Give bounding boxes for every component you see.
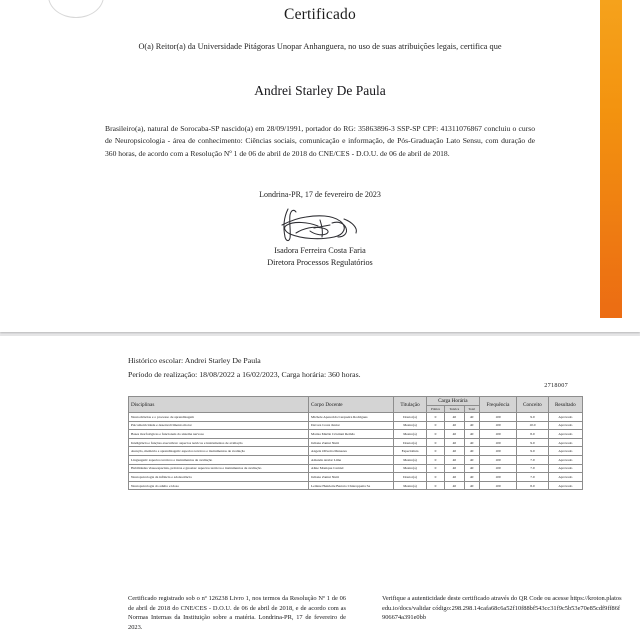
cell-teorica: 40 xyxy=(445,481,464,490)
certificate-preamble: O(a) Reitor(a) da Universidade Pitágoras Unopar Anhanguera, no uso de suas atribuições legais, certifica que xyxy=(138,42,502,51)
cell-docente: Marisa Martin Cristiani Remão xyxy=(309,430,394,439)
cell-disciplina: Neuropsicologia do adulto e idoso xyxy=(129,481,309,490)
cell-disciplina: Psicomotricidade e desenvolvimento motor xyxy=(129,421,309,430)
cell-total: 40 xyxy=(464,481,479,490)
cell-titulacao: Doutor(a) xyxy=(394,473,426,482)
student-name: Andrei Starley De Paula xyxy=(254,83,386,98)
authenticity-note: Verifique a autenticidade deste certificado através do QR Code ou acesse https://kroton.platosedu.io/docs/validar código:298.298.14cafa68c6a52f10f88bf543cc31f9c5b53e70e85cdf9ff86f906674a391e0bb xyxy=(382,595,622,622)
table-row xyxy=(129,421,583,430)
cell-conceito: 10.0 xyxy=(517,421,549,430)
transcript-period-line: Período de realização: 18/08/2022 a 16/02/2023, Carga horária: 360 horas. xyxy=(128,369,361,379)
cell-total: 40 xyxy=(464,473,479,482)
grades-table-body xyxy=(129,413,583,490)
cell-disciplina: Linguagem: aspectos teóricos e instrumentos de avaliação xyxy=(129,455,309,464)
cell-docente: Michele Aparecida Cerqueira Rodrigues xyxy=(309,413,394,422)
cell-frequencia: 100 xyxy=(479,481,516,490)
grades-table-head xyxy=(129,397,583,413)
cell-resultado: Aprovado xyxy=(548,430,582,439)
col-titulacao: Titulação xyxy=(394,397,426,413)
col-frequencia: Frequência xyxy=(479,397,516,413)
cell-pratica: 0 xyxy=(426,481,444,490)
cell-total: 40 xyxy=(464,421,479,430)
cell-total: 40 xyxy=(464,447,479,456)
cell-titulacao: Doutor(a) xyxy=(394,438,426,447)
cell-resultado: Aprovado xyxy=(548,438,582,447)
cell-frequencia: 100 xyxy=(479,438,516,447)
table-row xyxy=(129,473,583,482)
table-row xyxy=(129,481,583,490)
grades-table-header-row xyxy=(129,397,583,406)
transcript-student-line: Histórico escolar: Andrei Starley De Paula xyxy=(128,356,261,365)
transcript-heading xyxy=(128,354,640,381)
cell-titulacao: Mestre(a) xyxy=(394,430,426,439)
table-row xyxy=(129,413,583,422)
cell-frequencia: 100 xyxy=(479,464,516,473)
cell-titulacao: Mestre(a) xyxy=(394,455,426,464)
cell-pratica: 0 xyxy=(426,473,444,482)
table-row xyxy=(129,430,583,439)
cell-resultado: Aprovado xyxy=(548,464,582,473)
cell-resultado: Aprovado xyxy=(548,421,582,430)
cell-disciplina: Inteligência e funções executivas: aspectos teóricos e instrumentos de avaliação xyxy=(129,438,309,447)
cell-titulacao: Especialista xyxy=(394,447,426,456)
cell-disciplina: Neurociências e o processo de aprendizagem xyxy=(129,413,309,422)
cell-total: 40 xyxy=(464,438,479,447)
cell-total: 40 xyxy=(464,413,479,422)
cell-teorica: 40 xyxy=(445,464,464,473)
cell-conceito: 9.0 xyxy=(517,413,549,422)
cell-titulacao: Doutor(a) xyxy=(394,413,426,422)
accent-bar xyxy=(600,0,622,318)
signature-image xyxy=(0,201,640,245)
cell-pratica: 0 xyxy=(426,430,444,439)
cell-disciplina: Atenção, memória e aprendizagem: aspectos teóricos e instrumentos de avaliação xyxy=(129,447,309,456)
cell-pratica: 0 xyxy=(426,447,444,456)
cell-resultado: Aprovado xyxy=(548,473,582,482)
col-total: Total xyxy=(464,406,479,413)
cell-pratica: 0 xyxy=(426,413,444,422)
cell-resultado: Aprovado xyxy=(548,413,582,422)
col-teorica: Teórica xyxy=(445,406,464,413)
cell-teorica: 40 xyxy=(445,421,464,430)
signatory-name: Isadora Ferreira Costa Faria xyxy=(274,245,366,255)
cell-conceito: 7.0 xyxy=(517,455,549,464)
cell-frequencia: 100 xyxy=(479,447,516,456)
place-and-date: Londrina-PR, 17 de fevereiro de 2023 xyxy=(259,189,381,199)
cell-resultado: Aprovado xyxy=(548,455,582,464)
col-carga-horaria: Carga Horária xyxy=(426,397,479,406)
cell-conceito: 9.0 xyxy=(517,447,549,456)
cell-conceito: 8.0 xyxy=(517,481,549,490)
col-disciplinas: Disciplinas xyxy=(129,397,309,413)
cell-docente: Juliana Zantut Nutti xyxy=(309,473,394,482)
col-pratica: Prática xyxy=(426,406,444,413)
cell-disciplina: Habilidades visuoespaciais, práxicas e gnosias: aspectos teóricos e instrumentos de avaliação xyxy=(129,464,309,473)
cell-docente: Juliana Zantut Nutti xyxy=(309,438,394,447)
certificate-title: Certificado xyxy=(284,6,356,23)
cell-resultado: Aprovado xyxy=(548,481,582,490)
cell-teorica: 40 xyxy=(445,430,464,439)
col-conceito: Conceito xyxy=(517,397,549,413)
cell-teorica: 40 xyxy=(445,413,464,422)
cell-titulacao: Mestre(a) xyxy=(394,464,426,473)
cell-frequencia: 100 xyxy=(479,455,516,464)
cell-pratica: 0 xyxy=(426,455,444,464)
grades-table xyxy=(128,396,583,490)
cell-docente: Leilane Henriette Barreto Chiaroppetta Sa xyxy=(309,481,394,490)
cell-docente: Aline Monique Carniel xyxy=(309,464,394,473)
cell-conceito: 7.0 xyxy=(517,473,549,482)
col-resultado: Resultado xyxy=(548,397,582,413)
cell-total: 40 xyxy=(464,455,479,464)
cell-docente: Amanda Avelar Lima xyxy=(309,455,394,464)
cell-frequencia: 100 xyxy=(479,473,516,482)
cell-teorica: 40 xyxy=(445,455,464,464)
document-number: 2718007 xyxy=(544,382,568,389)
cell-docente: Angela Oliveira Menezes xyxy=(309,447,394,456)
cell-teorica: 40 xyxy=(445,473,464,482)
cell-titulacao: Mestre(a) xyxy=(394,481,426,490)
cell-pratica: 0 xyxy=(426,421,444,430)
table-row xyxy=(129,438,583,447)
cell-docente: Devora Costa Junior xyxy=(309,421,394,430)
cell-teorica: 40 xyxy=(445,438,464,447)
certificate-body-text: Brasileiro(a), natural de Sorocaba-SP nascido(a) em 28/09/1991, portador do RG: 35863896-3 SSP-SP CPF: 41311076867 concluiu o curso de Neuropsicologia - área de conhecimento: Ciências sociais, comunicação e informação, de Pós-Graduação Lato Sensu, com duração de 360 horas, de acordo com a Resolução Nº 1 de 06 de abril de 2018 do CNE/CES - D.O.U. de 06 de abril de 2018. xyxy=(105,124,535,158)
cell-total: 40 xyxy=(464,430,479,439)
cell-total: 40 xyxy=(464,464,479,473)
registration-note: Certificado registrado sob o nº 126238 Livro 1, nos termos da Resolução Nº 1 de 06 de abril de 2018 do CNE/CES - D.O.U. de 06 de abril de 2018, e de acordo com as Normas Internas da Instituição sobre a matéria. Londrina-PR, 17 de fevereiro de 2023. xyxy=(128,595,346,632)
transcript-page xyxy=(0,336,640,640)
cell-conceito: 8.0 xyxy=(517,430,549,439)
table-row xyxy=(129,455,583,464)
table-row xyxy=(129,464,583,473)
table-row xyxy=(129,447,583,456)
cell-conceito: 9.0 xyxy=(517,438,549,447)
cell-frequencia: 100 xyxy=(479,421,516,430)
cell-resultado: Aprovado xyxy=(548,447,582,456)
cell-conceito: 7.0 xyxy=(517,464,549,473)
cell-disciplina: Neuropsicologia da infância e adolescência xyxy=(129,473,309,482)
signatory-role: Diretora Processos Regulatórios xyxy=(267,257,373,267)
cell-pratica: 0 xyxy=(426,438,444,447)
col-corpo-docente: Corpo Docente xyxy=(309,397,394,413)
cell-frequencia: 100 xyxy=(479,430,516,439)
cell-pratica: 0 xyxy=(426,464,444,473)
cell-disciplina: Bases morfológicas e funcionais do sistema nervoso xyxy=(129,430,309,439)
cell-titulacao: Mestre(a) xyxy=(394,421,426,430)
cell-teorica: 40 xyxy=(445,447,464,456)
cell-frequencia: 100 xyxy=(479,413,516,422)
